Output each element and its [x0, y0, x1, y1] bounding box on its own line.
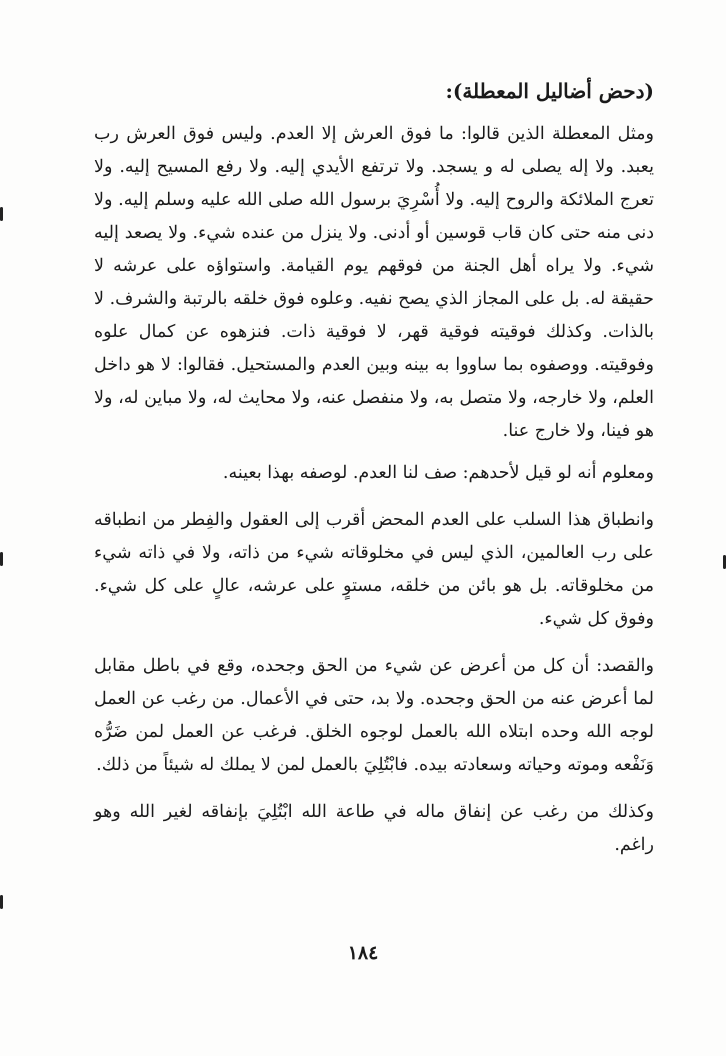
section-heading: (دحض أضاليل المعطلة):: [445, 79, 654, 103]
paragraph-2: ومعلوم أنه لو قيل لأحدهم: صف لنا العدم. لوصفه بهذا بعينه.: [222, 463, 654, 483]
scan-edge-mark: [0, 895, 3, 909]
page-body: [94, 76, 654, 871]
paragraph-5: وكذلك من رغب عن إنفاق ماله في طاعة الله ابْتُلِيَ بإنفاقه لغير الله وهو راغم.: [94, 802, 654, 855]
scan-edge-mark: [0, 207, 3, 221]
page-number: ١٨٤: [347, 942, 379, 964]
paragraph-3: وانطباق هذا السلب على العدم المحض أقرب إلى العقول والفِطر من انطباقه على رب العالمين، الذي ليس في مخلوقاته شيء من ذاته، ولا في ذاته شيء من مخلوقاته. بل هو بائن من خلقه، مستوٍ على عرشه، عالٍ على كل شيء. وفوق كل شيء.: [94, 510, 654, 629]
scan-edge-mark: [0, 552, 3, 566]
paragraph-1: ومثل المعطلة الذين قالوا: ما فوق العرش إلا العدم. وليس فوق العرش رب يعبد. ولا إله يصلى له و يسجد. ولا ترتفع الأيدي إليه. ولا رفع المسيح إليه. ولا تعرج الملائكة والروح إليه. ولا أُسْرِيَ برسول الله صلى الله عليه وسلم إليه. ولا دنى منه حتى كان قاب قوسين أو أدنى. ولا ينزل من عنده شيء. ولا يصعد إليه شيء. ولا يراه أهل الجنة من فوقهم يوم القيامة. واستواؤه على عرشه لا حقيقة له. بل على المجاز الذي يصح نفيه. وعلوه فوق خلقه بالرتبة والشرف. لا بالذات. وكذلك فوقيته فوقية قهر، لا فوقية ذات. فنزهوه عن كمال علوه وفوقيته. ووصفوه بما ساووا به بينه وبين العدم والمستحيل. فقالوا: لا هو داخل العلم، ولا خارجه، ولا متصل به، ولا منفصل عنه، ولا محايث له، ولا مباين له، ولا هو فينا، ولا خارج عنا.: [94, 124, 654, 441]
paragraph-4: والقصد: أن كل من أعرض عن شيء من الحق وجحده، وقع في باطل مقابل لما أعرض عنه من الحق وجحده. ولا بد، حتى في الأعمال. من رغب عن العمل لوجه الله وحده ابتلاه الله بالعمل لوجوه الخلق. فرغب عن العمل لمن ضَرُّه وَنَفْعه وموته وحياته وسعادته بيده. فابْتُلِيَ بالعمل لمن لا يملك له شيئاً من ذلك.: [94, 656, 654, 775]
